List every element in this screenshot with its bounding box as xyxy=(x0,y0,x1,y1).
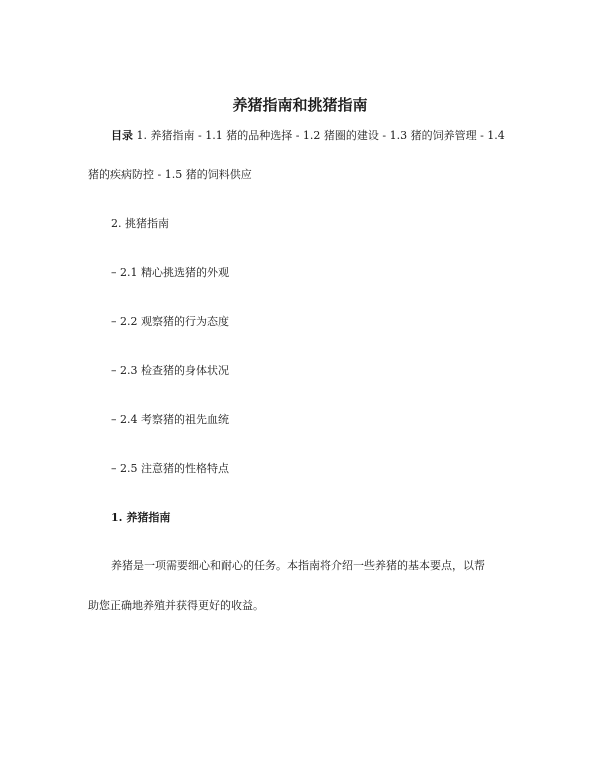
toc-item-2-5: – 2.5 注意猪的性格特点 xyxy=(111,462,229,475)
toc-section2: 2. 挑猪指南 xyxy=(111,217,169,230)
toc-label: 目录 xyxy=(111,129,133,142)
toc-item-2-2: – 2.2 观察猪的行为态度 xyxy=(111,315,229,328)
paragraph-line-1: 养猪是一项需要细心和耐心的任务。本指南将介绍一些养猪的基本要点，以帮 xyxy=(111,559,485,572)
document-title: 养猪指南和挑猪指南 xyxy=(232,96,368,114)
toc-item-2-1: – 2.1 精心挑选猪的外观 xyxy=(111,266,229,279)
toc-item-2-4: – 2.4 考察猪的祖先血统 xyxy=(111,413,229,426)
paragraph-line-2: 助您正确地养殖并获得更好的收益。 xyxy=(88,599,264,612)
section1-heading: 1. 养猪指南 xyxy=(111,511,171,524)
toc-line1-text: 1. 养猪指南 - 1.1 猪的品种选择 - 1.2 猪圈的建设 - 1.3 猪的饲养管理 - 1.4 xyxy=(136,129,505,142)
toc-first-line xyxy=(111,127,505,143)
toc-item-2-3: – 2.3 检查猪的身体状况 xyxy=(111,364,229,377)
toc-second-line: 猪的疾病防控 - 1.5 猪的饲料供应 xyxy=(88,168,252,181)
